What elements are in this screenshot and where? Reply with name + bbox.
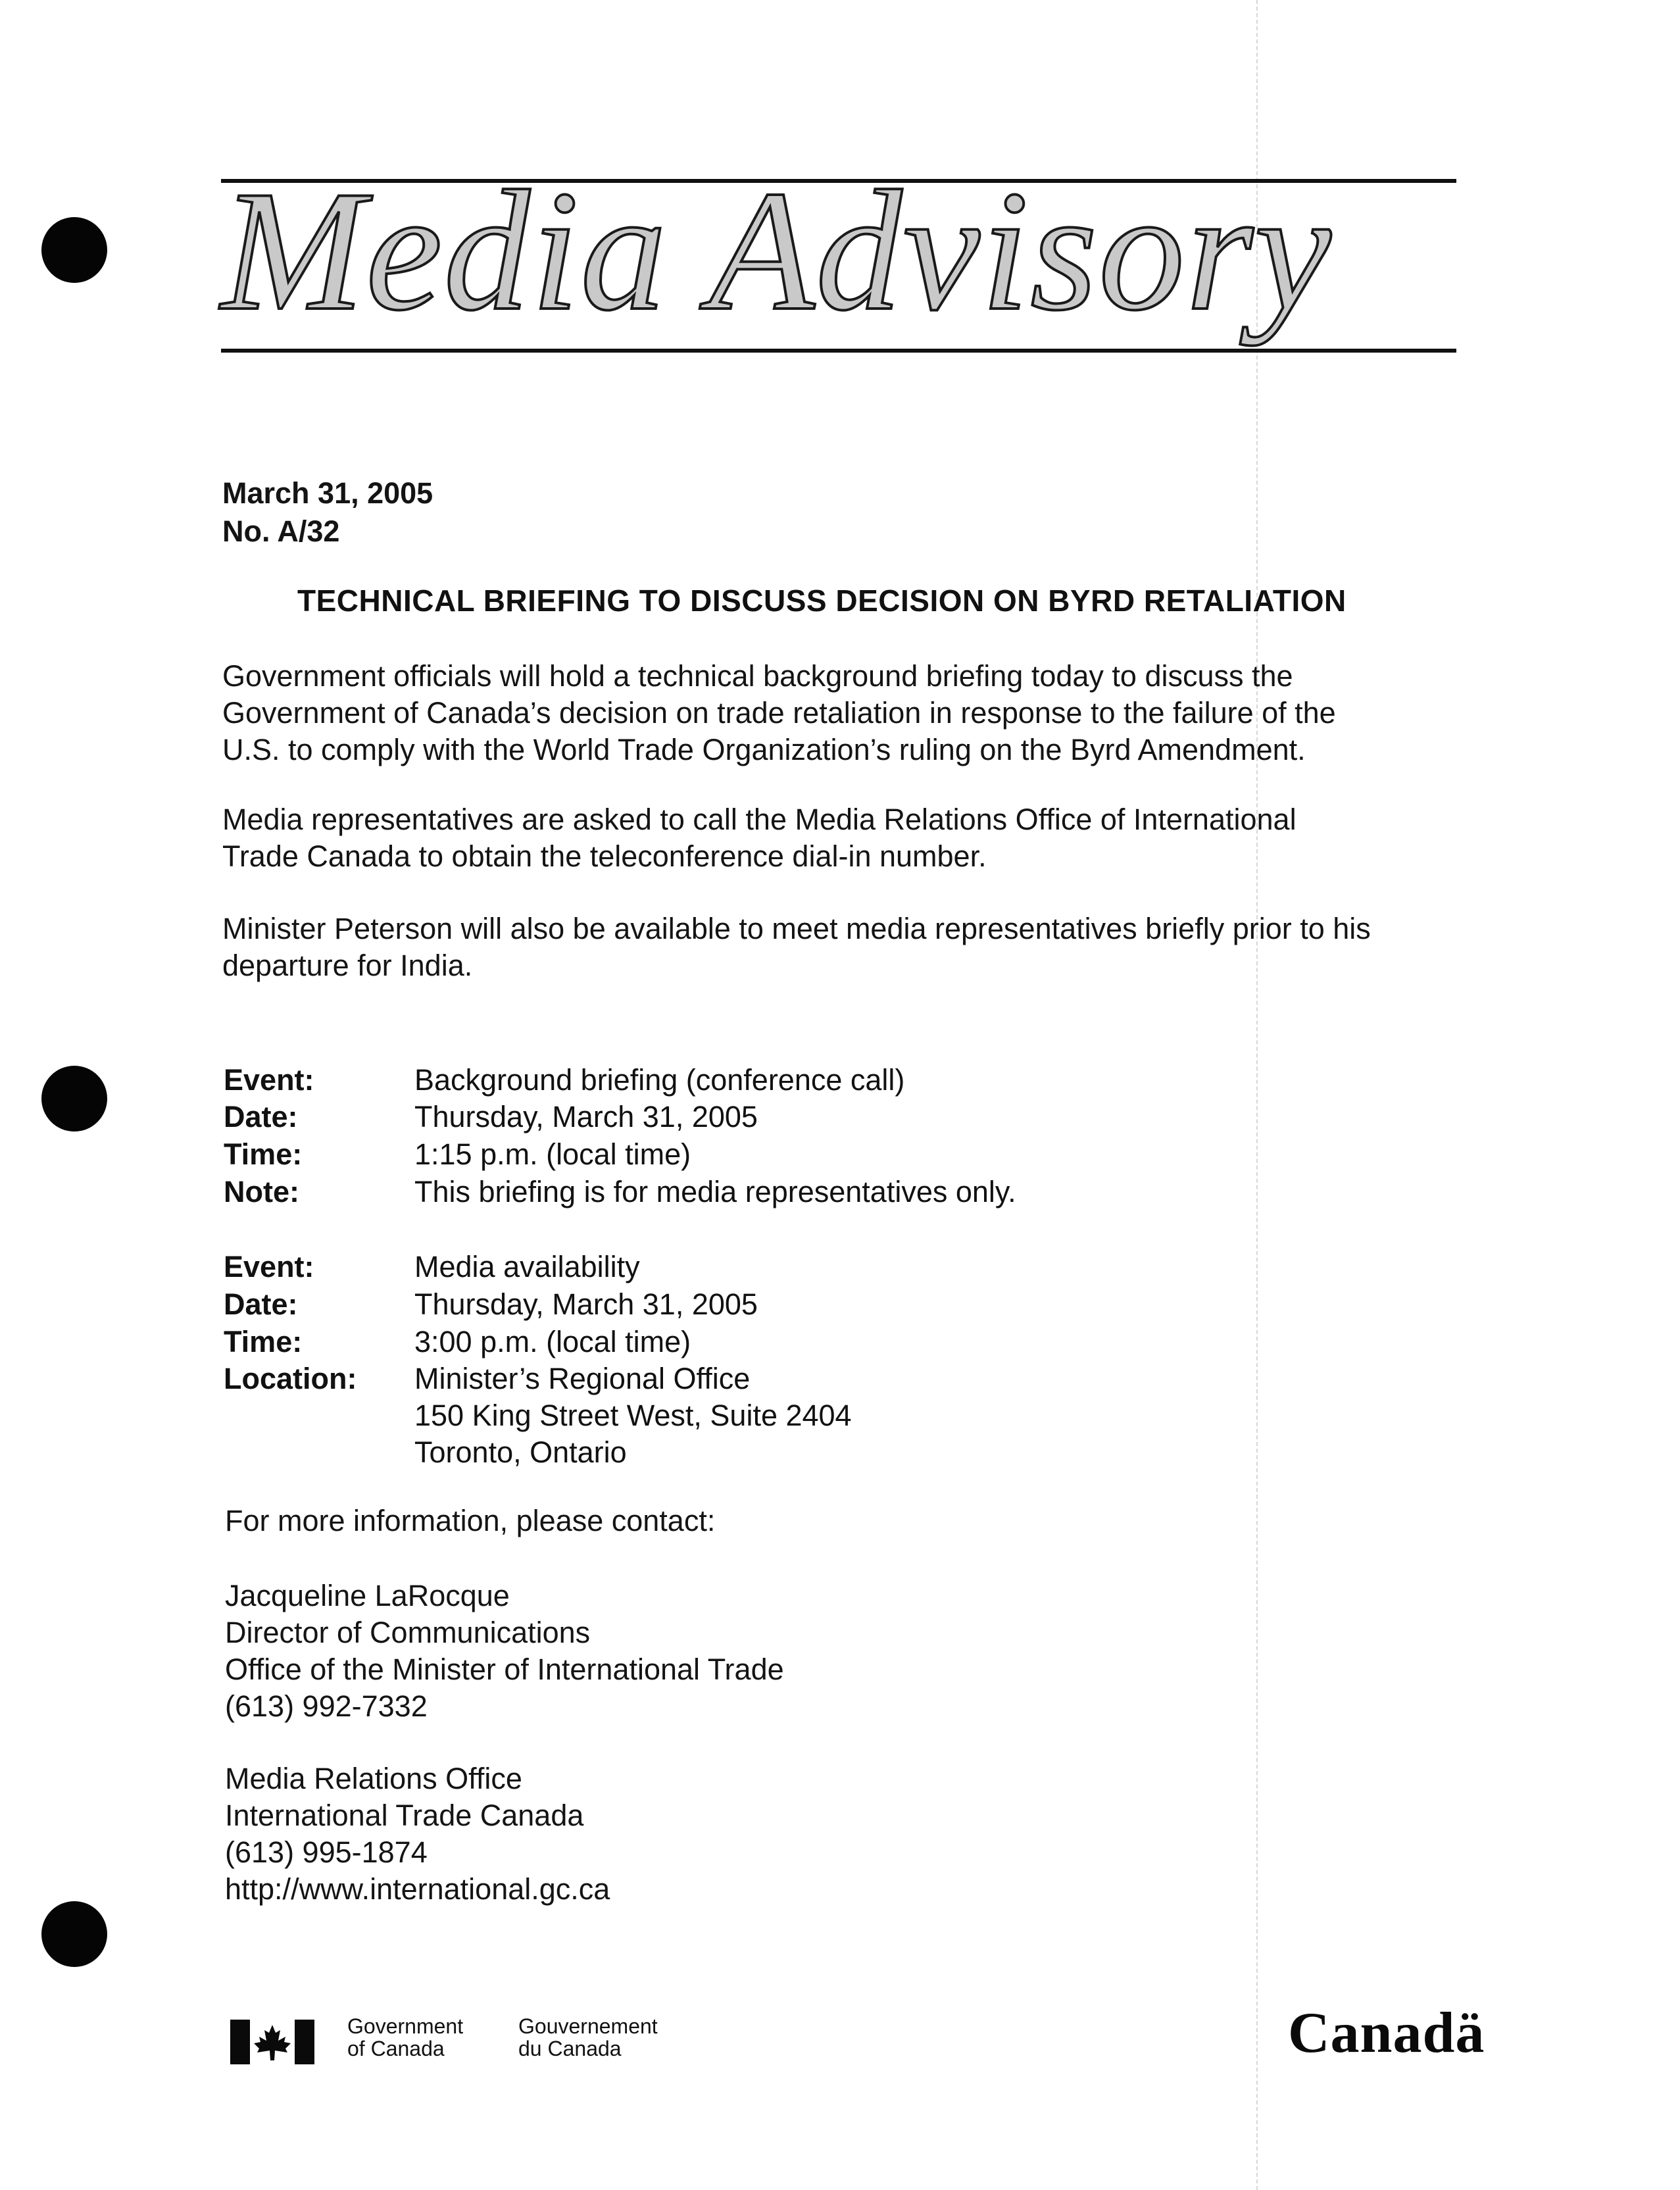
event-label: Event: bbox=[224, 1063, 314, 1097]
signature-french-line: du Canada bbox=[518, 2037, 622, 2060]
event-value: Media availability bbox=[414, 1250, 640, 1283]
canada-wordmark: Canadä bbox=[1288, 2001, 1485, 2065]
contact-name: Jacqueline LaRocque bbox=[225, 1579, 510, 1612]
note-label: Note: bbox=[224, 1175, 299, 1208]
contact-website-link[interactable]: http://www.international.gc.ca bbox=[225, 1872, 610, 1906]
paragraph-line: Government of Canada’s decision on trade retaliation in response to the failure of the bbox=[222, 696, 1336, 730]
headline: TECHNICAL BRIEFING TO DISCUSS DECISION ON BYRD RETALIATION bbox=[297, 584, 1346, 618]
paragraph-line: Minister Peterson will also be available to meet media representatives briefly prior to his bbox=[222, 912, 1371, 945]
time-label: Time: bbox=[224, 1325, 303, 1358]
signature-english bbox=[347, 2015, 463, 2060]
location-address-line: 150 King Street West, Suite 2404 bbox=[414, 1399, 852, 1432]
contact-intro: For more information, please contact: bbox=[225, 1504, 716, 1537]
punch-hole-bottom bbox=[41, 1901, 107, 1967]
signature-french bbox=[518, 2015, 658, 2060]
date-label: Date: bbox=[224, 1287, 298, 1321]
paragraph-line: Trade Canada to obtain the teleconference dial-in number. bbox=[222, 839, 987, 873]
paragraph-1 bbox=[222, 658, 1336, 768]
advisory-date: March 31, 2005 bbox=[222, 476, 433, 510]
contact-block-2 bbox=[225, 1760, 610, 1908]
advisory-number: No. A/32 bbox=[222, 514, 340, 548]
time-label: Time: bbox=[224, 1137, 303, 1171]
signature-french-line: Gouvernement bbox=[518, 2014, 658, 2038]
signature-english-line: of Canada bbox=[347, 2037, 445, 2060]
event-label: Event: bbox=[224, 1250, 314, 1283]
contact-title: Director of Communications bbox=[225, 1616, 591, 1649]
date-value: Thursday, March 31, 2005 bbox=[414, 1287, 758, 1321]
paragraph-2 bbox=[222, 801, 1297, 875]
event-value: Background briefing (conference call) bbox=[414, 1063, 905, 1097]
paragraph-3 bbox=[222, 910, 1371, 984]
punch-hole-top bbox=[41, 217, 107, 283]
date-label: Date: bbox=[224, 1100, 298, 1133]
contact-phone: (613) 995-1874 bbox=[225, 1835, 428, 1869]
signature-english-line: Government bbox=[347, 2014, 464, 2038]
paragraph-line: Media representatives are asked to call the Media Relations Office of International bbox=[222, 803, 1297, 836]
time-value: 3:00 p.m. (local time) bbox=[414, 1325, 691, 1358]
location-value: Minister’s Regional Office bbox=[414, 1362, 751, 1395]
date-value: Thursday, March 31, 2005 bbox=[414, 1100, 758, 1133]
contact-office: Office of the Minister of International Trade bbox=[225, 1653, 784, 1686]
masthead-title: Media Advisory bbox=[221, 155, 1333, 346]
paragraph-line: departure for India. bbox=[222, 949, 473, 982]
masthead-bottom-rule bbox=[221, 349, 1456, 353]
contact-phone: (613) 992-7332 bbox=[225, 1689, 428, 1723]
paragraph-line: Government officials will hold a technical background briefing today to discuss the bbox=[222, 659, 1293, 693]
paragraph-line: U.S. to comply with the World Trade Organization’s ruling on the Byrd Amendment. bbox=[222, 733, 1306, 766]
note-value: This briefing is for media representatives only. bbox=[414, 1175, 1016, 1208]
canada-flag-symbol-icon bbox=[230, 2020, 314, 2068]
contact-office: Media Relations Office bbox=[225, 1762, 522, 1795]
location-city-line: Toronto, Ontario bbox=[414, 1435, 627, 1469]
punch-hole-middle bbox=[41, 1066, 107, 1132]
time-value: 1:15 p.m. (local time) bbox=[414, 1137, 691, 1171]
contact-block-1 bbox=[225, 1578, 784, 1725]
location-label: Location: bbox=[224, 1362, 357, 1395]
contact-department: International Trade Canada bbox=[225, 1799, 584, 1832]
